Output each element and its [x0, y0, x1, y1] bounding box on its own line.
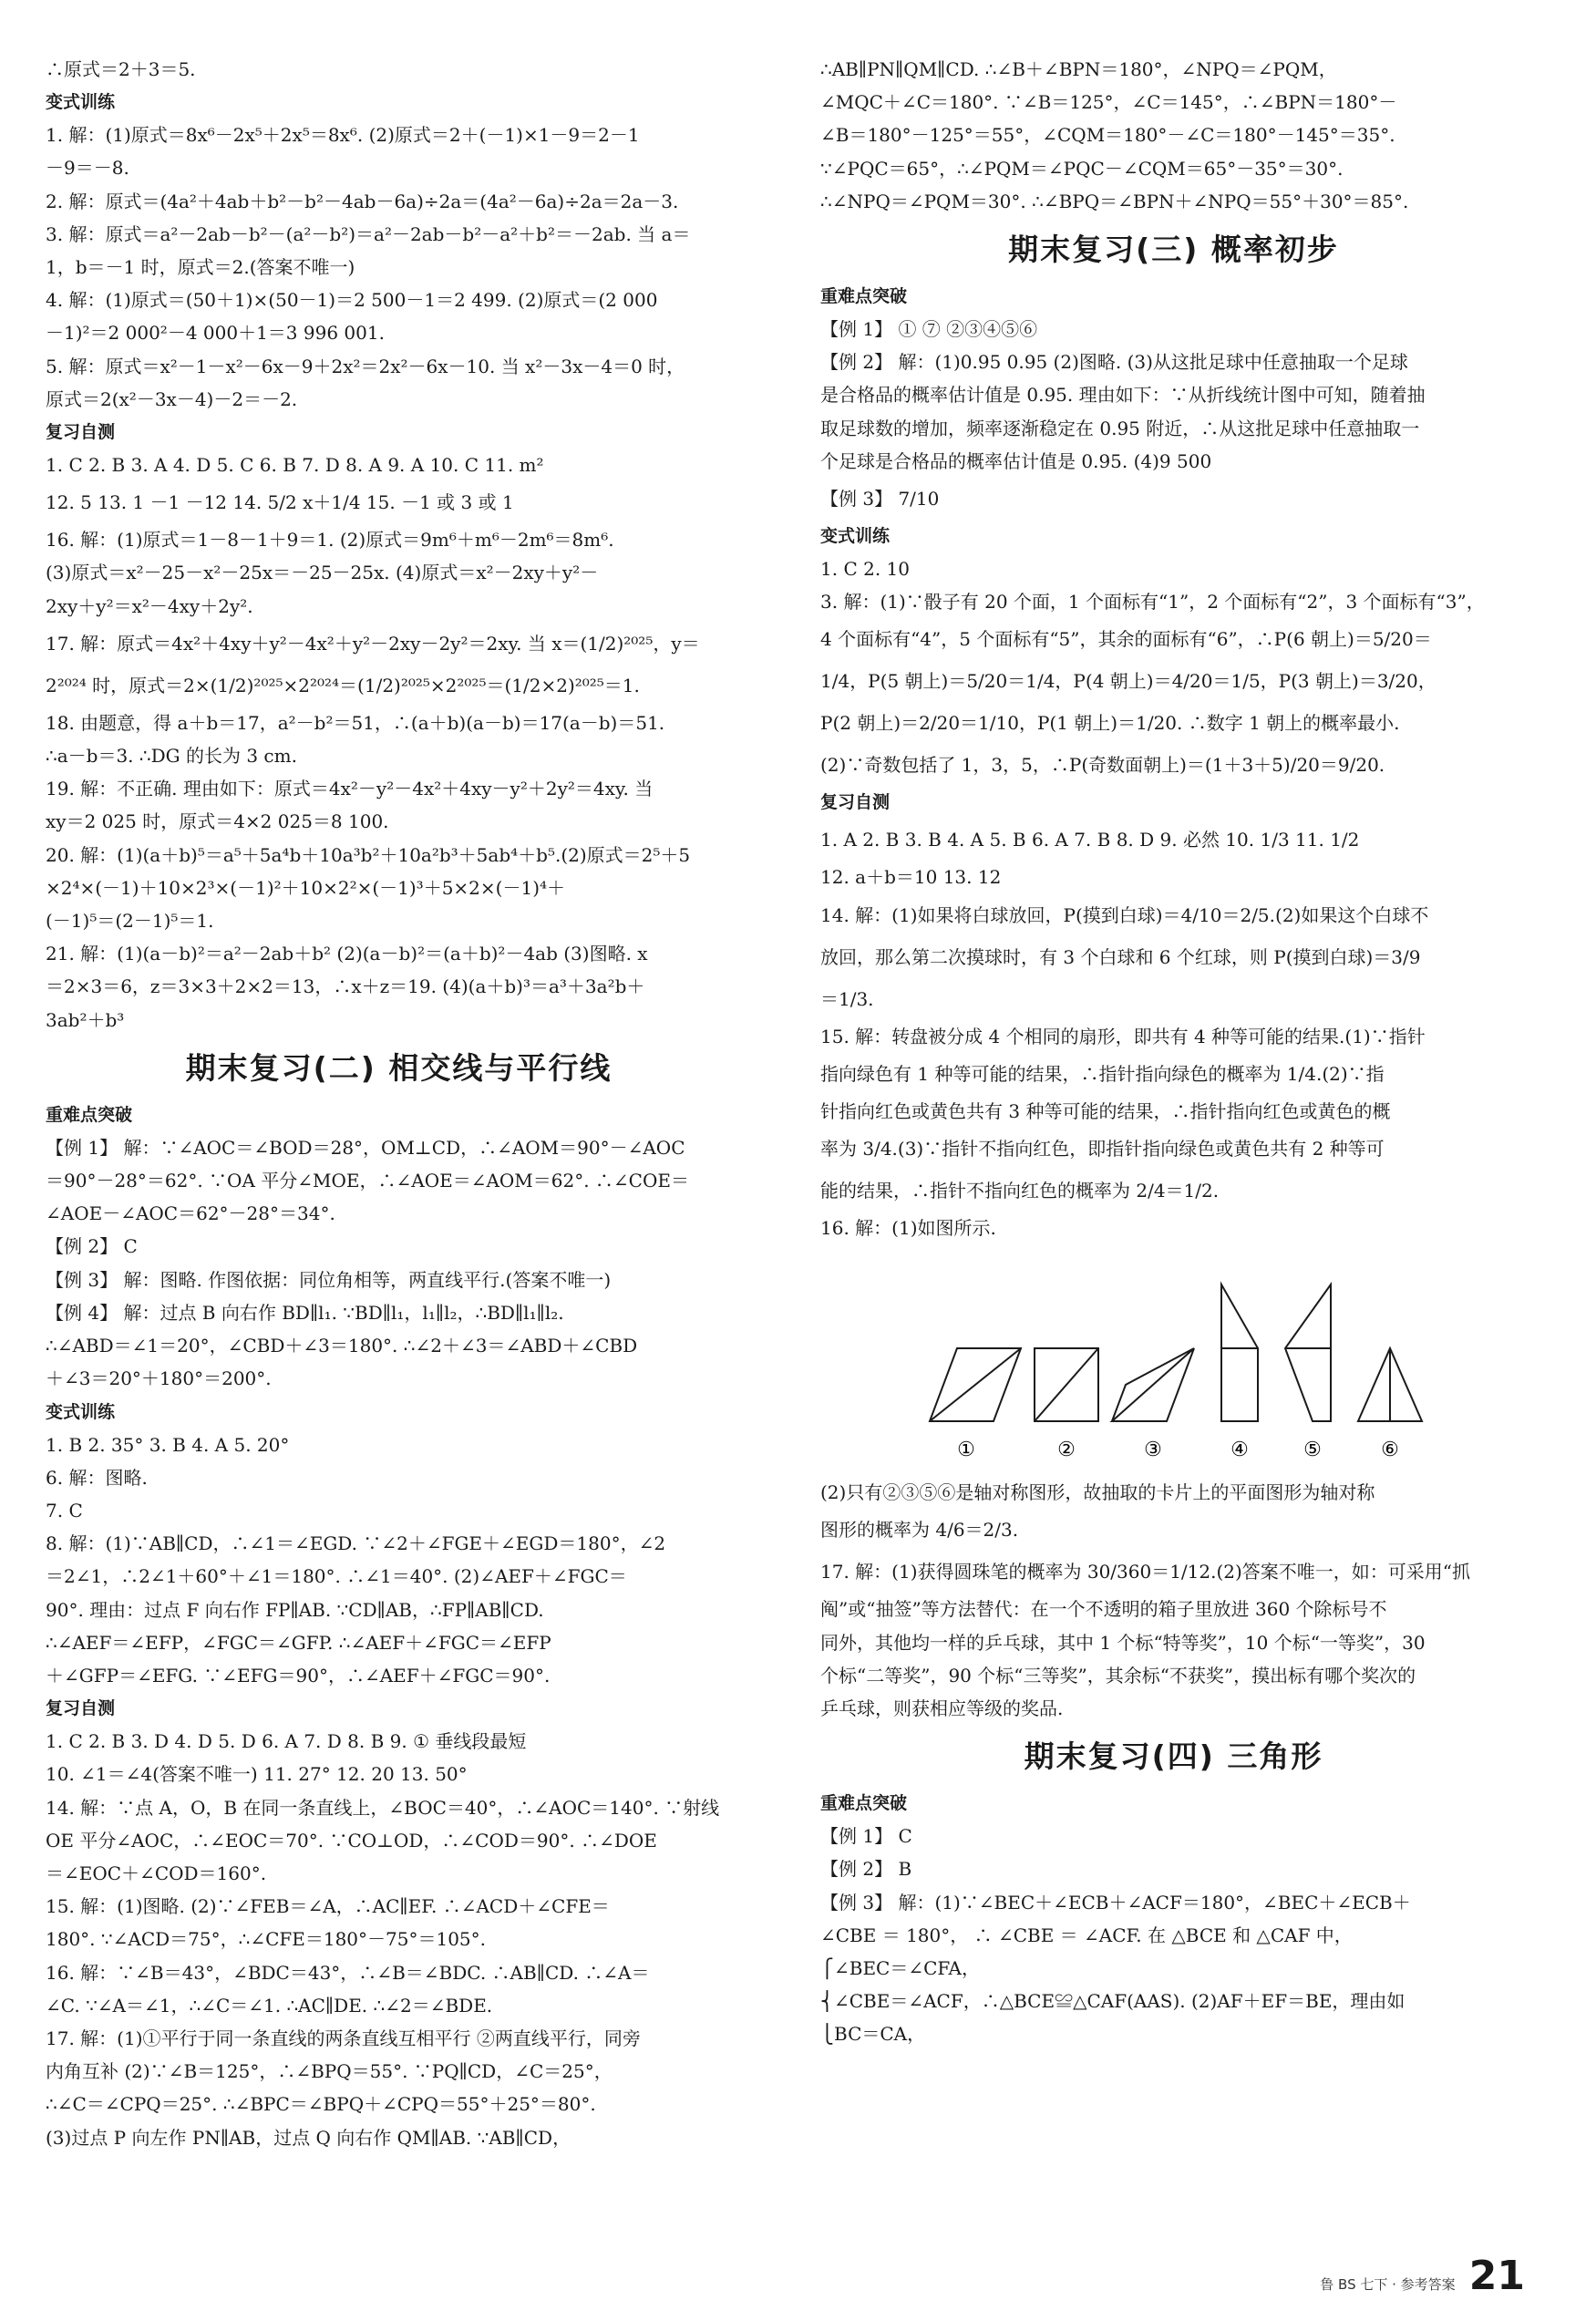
- text-line: 【例 2】 C: [46, 1235, 138, 1258]
- text-line: (3)原式＝x²－25－x²－25x＝－25－25x. (4)原式＝x²－2xy＋y²－: [46, 562, 599, 584]
- text-line: 个足球是合格品的概率估计值是 0.95. (4)9 500: [820, 449, 1212, 472]
- text-line: 1. 解：(1)原式＝8x⁶－2x⁵＋2x⁵＝8x⁶. (2)原式＝2＋(－1)×1－9＝2－1: [46, 124, 640, 147]
- text-line: ∴原式＝2＋3＝5.: [46, 58, 196, 80]
- text-line: 12. 5 13. 1 －1 －12 14. 5/2 x＋1/4 15. －1 或 3 或 1: [46, 491, 514, 514]
- text-line: ∵∠PQC＝65°，∴∠PQM＝∠PQC－∠CQM＝65°－35°＝30°.: [820, 157, 1344, 180]
- text-line: 19. 解：不正确. 理由如下：原式＝4x²－y²－4x²＋4xy－y²＋2y²＝4xy. 当: [46, 778, 654, 800]
- text-line: 3ab²＋b³: [46, 1008, 125, 1031]
- text-line: 阄”或“抽签”等方法替代：在一个不透明的箱子里放进 360 个除标号不: [820, 1598, 1387, 1621]
- text-line: ＋∠GFP＝∠EFG. ∵∠EFG＝90°，∴∠AEF＋∠FGC＝90°.: [46, 1664, 551, 1687]
- subsection-label: 变式训练: [46, 1401, 116, 1422]
- text-line: 6. 解：图略.: [46, 1466, 148, 1489]
- text-line: ＝90°－28°＝62°. ∵OA 平分∠MOE，∴∠AOE＝∠AOM＝62°. ∴∠COE＝: [46, 1170, 689, 1192]
- text-line: ∴AB∥PN∥QM∥CD. ∴∠B＋∠BPN＝180°，∠NPQ＝∠PQM，: [820, 58, 1337, 80]
- text-line: 18. 由题意，得 a＋b＝17，a²－b²＝51，∴(a＋b)(a－b)＝17(a－b)＝51.: [46, 711, 665, 734]
- page-footer: [1320, 2253, 1525, 2299]
- text-line: 率为 3/4.(3)∵指针不指向红色，即指针指向绿色或黄色共有 2 种等可: [820, 1138, 1385, 1160]
- text-line: 【例 1】 解：∵∠AOC＝∠BOD＝28°，OM⊥CD，∴∠AOM＝90°－∠AOC: [46, 1136, 685, 1159]
- text-line: 12. a＋b＝10 13. 12: [820, 866, 1002, 889]
- section-title: 期末复习(三) 概率初步: [1008, 232, 1339, 268]
- text-line: 1. B 2. 35° 3. B 4. A 5. 20°: [46, 1433, 290, 1456]
- text-line: ∴∠C＝∠CPQ＝25°. ∴∠BPC＝∠BPQ＋∠CPQ＝55°＋25°＝80°.: [46, 2093, 596, 2116]
- shape-label-5: ⑤: [1303, 1439, 1322, 1462]
- subsection-label: 复习自测: [820, 792, 891, 813]
- right-column: [820, 53, 1527, 2051]
- text-line: 【例 2】 解：(1)0.95 0.95 (2)图略. (3)从这批足球中任意抽取一个足球: [820, 351, 1408, 374]
- text-line: 2. 解：原式＝(4a²＋4ab＋b²－b²－4ab－6a)÷2a＝(4a²－6a)÷2a＝2a－3.: [46, 190, 679, 212]
- text-line: 【例 3】 解：(1)∵∠BEC＋∠ECB＋∠ACF＝180°，∠BEC＋∠ECB＋: [820, 1891, 1411, 1914]
- subsection-label: 复习自测: [46, 422, 116, 443]
- text-line: ×2⁴×(－1)＋10×2³×(－1)²＋10×2²×(－1)³＋5×2×(－1)⁴＋: [46, 876, 566, 899]
- text-line: ∴∠ABD＝∠1＝20°，∠CBD＋∠3＝180°. ∴∠2＋∠3＝∠ABD＋∠CBD: [46, 1335, 638, 1357]
- text-line: 个标“二等奖”，90 个标“三等奖”，其余标“不获奖”，摸出标有哪个奖次的: [820, 1664, 1416, 1687]
- text-line: ⎨∠CBE＝∠ACF，∴△BCE≌△CAF(AAS). (2)AF＋EF＝BE，理由如: [820, 1990, 1406, 2013]
- text-line: 1. A 2. B 3. B 4. A 5. B 6. A 7. B 8. D 9. 必然 10. 1/3 11. 1/2: [820, 829, 1360, 851]
- text-line: OE 平分∠AOC，∴∠EOC＝70°. ∵CO⊥OD，∴∠COD＝90°. ∴∠DOE: [46, 1829, 657, 1852]
- text-line: (－1)⁵＝(2－1)⁵＝1.: [46, 910, 214, 933]
- text-line: 【例 1】 ① ⑦ ②③④⑤⑥: [820, 318, 1038, 341]
- text-line: ⎩BC＝CA，: [820, 2023, 926, 2046]
- text-line: 14. 解：∵点 A，O，B 在同一条直线上，∠BOC＝40°，∴∠AOC＝140°. ∵射线: [46, 1796, 720, 1819]
- text-line: 3. 解：原式＝a²－2ab－b²－(a²－b²)＝a²－2ab－b²－a²＋b²＝－2ab. 当 a＝: [46, 222, 691, 245]
- text-line: 20. 解：(1)(a＋b)⁵＝a⁵＋5a⁴b＋10a³b²＋10a²b³＋5ab⁴＋b⁵.(2)原式＝2⁵＋5: [46, 843, 691, 866]
- text-line: 2²⁰²⁴ 时，原式＝2×(1/2)²⁰²⁵×2²⁰²⁴＝(1/2)²⁰²⁵×2²⁰²⁵＝(1/2×2)²⁰²⁵＝1.: [46, 674, 640, 696]
- text-line: －1)²＝2 000²－4 000＋1＝3 996 001.: [46, 322, 385, 345]
- text-line: －9＝－8.: [46, 157, 129, 180]
- text-line: 15. 解：转盘被分成 4 个相同的扇形，即共有 4 种等可能的结果.(1)∵指针: [820, 1025, 1426, 1047]
- text-line: 放回，那么第二次摸球时，有 3 个白球和 6 个红球，则 P(摸到白球)＝3/9: [820, 945, 1421, 968]
- text-line: 90°. 理由：过点 F 向右作 FP∥AB. ∵CD∥AB，∴FP∥AB∥CD.: [46, 1598, 544, 1621]
- text-line: 同外，其他均一样的乒乓球，其中 1 个标“特等奖”，10 个标“一等奖”，30: [820, 1631, 1426, 1654]
- text-line: 5. 解：原式＝x²－1－x²－6x－9＋2x²＝2x²－6x－10. 当 x²－3x－4＝0 时，: [46, 355, 685, 377]
- text-line: 4 个面标有“4”，5 个面标有“5”，其余的面标有“6”，∴P(6 朝上)＝5/20＝: [820, 628, 1432, 651]
- text-line: 16. 解：(1)如图所示.: [820, 1217, 996, 1240]
- text-line: 15. 解：(1)图略. (2)∵∠FEB＝∠A，∴AC∥EF. ∴∠ACD＋∠CFE＝: [46, 1895, 610, 1918]
- text-line: ∠C. ∵∠A＝∠1，∴∠C＝∠1. ∴AC∥DE. ∴∠2＝∠BDE.: [46, 1994, 493, 2017]
- section-title: 期末复习(四) 三角形: [1024, 1738, 1323, 1775]
- text-line: (2)只有②③⑤⑥是轴对称图形，故抽取的卡片上的平面图形为轴对称: [820, 1481, 1375, 1504]
- shape-label-3: ③: [1144, 1439, 1162, 1462]
- text-line: (3)过点 P 向左作 PN∥AB，过点 Q 向右作 QM∥AB. ∵AB∥CD，: [46, 2126, 571, 2149]
- footer-label: 鲁 BS 七下 · 参考答案: [1320, 2276, 1456, 2293]
- shape-label-1: ①: [957, 1439, 975, 1462]
- text-line: 16. 解：(1)原式＝1－8－1＋9＝1. (2)原式＝9m⁶＋m⁶－2m⁶＝8m⁶.: [46, 529, 614, 552]
- text-line: 8. 解：(1)∵AB∥CD，∴∠1＝∠EGD. ∵∠2＋∠FGE＋∠EGD＝180°，∠2: [46, 1532, 666, 1555]
- shape-4: [1221, 1284, 1258, 1421]
- text-line: 2xy＋y²＝x²－4xy＋2y².: [46, 594, 253, 617]
- subsection-label: 复习自测: [46, 1698, 116, 1719]
- text-line: 17. 解：(1)获得圆珠笔的概率为 30/360＝1/12.(2)答案不唯一，如：可采用“抓: [820, 1561, 1471, 1583]
- text-line: 指向绿色有 1 种等可能的结果，∴指针指向绿色的概率为 1/4.(2)∵指: [820, 1062, 1385, 1085]
- text-line: 21. 解：(1)(a－b)²＝a²－2ab＋b² (2)(a－b)²＝(a＋b)²－4ab (3)图略. x: [46, 943, 648, 965]
- shape-label-4: ④: [1230, 1439, 1249, 1462]
- text-line: ∠AOE－∠AOC＝62°－28°＝34°.: [46, 1202, 335, 1225]
- text-line: 取足球数的增加，频率逐渐稳定在 0.95 附近，∴从这批足球中任意抽取一: [820, 417, 1420, 439]
- text-line: ＋∠3＝20°＋180°＝200°.: [46, 1367, 272, 1390]
- text-line: 1，b＝－1 时，原式＝2.(答案不唯一): [46, 256, 355, 279]
- text-line: ∠MQC＋∠C＝180°. ∵∠B＝125°，∠C＝145°，∴∠BPN＝180°－: [820, 91, 1397, 114]
- text-line: 1. C 2. B 3. A 4. D 5. C 6. B 7. D 8. A 9. A 10. C 11. m²: [46, 454, 544, 477]
- shape-5: [1285, 1284, 1331, 1421]
- subsection-label: 重难点突破: [820, 1793, 908, 1814]
- page-number: 21: [1468, 2253, 1525, 2299]
- text-line: ＝2∠1，∴2∠1＋60°＋∠1＝180°. ∴∠1＝40°. (2)∠AEF＋∠FGC＝: [46, 1565, 627, 1588]
- text-line: 【例 3】 7/10: [820, 488, 940, 511]
- text-line: 【例 3】 解：图略. 作图依据：同位角相等，两直线平行.(答案不唯一): [46, 1268, 612, 1291]
- text-line: ＝∠EOC＋∠COD＝160°.: [46, 1862, 267, 1884]
- text-line: 能的结果，∴指针不指向红色的概率为 2/4＝1/2.: [820, 1180, 1220, 1202]
- text-line: ∠CBE ＝ 180°， ∴ ∠CBE ＝ ∠ACF. 在 △BCE 和 △CAF 中，: [820, 1924, 1353, 1946]
- text-line: 3. 解：(1)∵骰子有 20 个面，1 个面标有“1”，2 个面标有“2”，3 个面标有“3”，: [820, 591, 1485, 614]
- text-line: 14. 解：(1)如果将白球放回，P(摸到白球)＝4/10＝2/5.(2)如果这个白球不: [820, 903, 1429, 926]
- left-column: [46, 53, 752, 2154]
- text-line: 1/4，P(5 朝上)＝5/20＝1/4，P(4 朝上)＝4/20＝1/5，P(3 朝上)＝3/20，: [820, 670, 1436, 693]
- shape-2: [1035, 1348, 1098, 1421]
- shape-6: [1358, 1348, 1422, 1421]
- text-line: 图形的概率为 4/6＝2/3.: [820, 1519, 1019, 1542]
- text-line: 4. 解：(1)原式＝(50＋1)×(50－1)＝2 500－1＝2 499. (2)原式＝(2 000: [46, 289, 658, 312]
- text-line: xy＝2 025 时，原式＝4×2 025＝8 100.: [46, 810, 389, 833]
- text-line: 7. C: [46, 1499, 83, 1522]
- shape-1: [930, 1348, 1021, 1421]
- text-line: 乒乓球，则获相应等级的奖品.: [820, 1697, 1064, 1720]
- text-line: 针指向红色或黄色共有 3 种等可能的结果，∴指针指向红色或黄色的概: [820, 1099, 1391, 1122]
- text-line: 10. ∠1＝∠4(答案不唯一) 11. 27° 12. 20 13. 50°: [46, 1763, 468, 1786]
- text-line: ∴∠NPQ＝∠PQM＝30°. ∴∠BPQ＝∠BPN＋∠NPQ＝55°＋30°＝85°.: [820, 190, 1409, 212]
- subsection-label: 变式训练: [46, 92, 116, 113]
- shape-label-2: ②: [1057, 1439, 1076, 1462]
- text-line: 原式＝2(x²－3x－4)－2＝－2.: [46, 387, 298, 410]
- text-line: 【例 4】 解：过点 B 向右作 BD∥l₁. ∵BD∥l₁，l₁∥l₂，∴BD∥l₁∥l₂.: [46, 1301, 564, 1324]
- shape-3: [1112, 1348, 1194, 1421]
- text-line: 【例 2】 B: [820, 1858, 912, 1881]
- text-line: 17. 解：(1)①平行于同一条直线的两条直线互相平行 ②两直线平行，同旁: [46, 2027, 641, 2049]
- subsection-label: 重难点突破: [820, 286, 908, 307]
- shapes-figure: [921, 1248, 1486, 1469]
- text-line: ∠B＝180°－125°＝55°，∠CQM＝180°－∠C＝180°－145°＝35°.: [820, 124, 1395, 147]
- text-line: ∴∠AEF＝∠EFP，∠FGC＝∠GFP. ∴∠AEF＋∠FGC＝∠EFP: [46, 1631, 551, 1654]
- text-line: 180°. ∵∠ACD＝75°，∴∠CFE＝180°－75°＝105°.: [46, 1928, 487, 1951]
- text-line: P(2 朝上)＝2/20＝1/10，P(1 朝上)＝1/20. ∴数字 1 朝上的概率最小.: [820, 712, 1400, 735]
- text-line: ∴a－b＝3. ∴DG 的长为 3 cm.: [46, 745, 297, 768]
- subsection-label: 重难点突破: [46, 1104, 133, 1125]
- subsection-label: 变式训练: [820, 526, 891, 547]
- text-line: 17. 解：原式＝4x²＋4xy＋y²－4x²＋y²－2xy－2y²＝2xy. 当 x＝(1/2)²⁰²⁵，y＝: [46, 632, 700, 655]
- text-line: ＝2×3＝6，z＝3×3＋2×2＝13，∴x＋z＝19. (4)(a＋b)³＝a³＋3a²b＋: [46, 975, 645, 998]
- text-line: 1. C 2. 10: [820, 558, 910, 581]
- section-title: 期末复习(二) 相交线与平行线: [185, 1049, 613, 1086]
- text-line: ⎧∠BEC＝∠CFA，: [820, 1957, 980, 1980]
- shape-label-6: ⑥: [1381, 1439, 1399, 1462]
- text-line: 1. C 2. B 3. D 4. D 5. D 6. A 7. D 8. B 9. ① 垂线段最短: [46, 1730, 527, 1753]
- text-line: 【例 1】 C: [820, 1825, 912, 1848]
- text-line: 内角互补 (2)∵∠B＝125°，∴∠BPQ＝55°. ∵PQ∥CD，∠C＝25°，: [46, 2060, 613, 2083]
- text-line: 是合格品的概率估计值是 0.95. 理由如下：∵从折线统计图中可知，随着抽: [820, 384, 1426, 407]
- text-line: ＝1/3.: [820, 987, 874, 1010]
- text-line: (2)∵奇数包括了 1，3，5，∴P(奇数面朝上)＝(1＋3＋5)/20＝9/20.: [820, 754, 1385, 777]
- text-line: 16. 解：∵∠B＝43°，∠BDC＝43°，∴∠B＝∠BDC. ∴AB∥CD. ∴∠A＝: [46, 1961, 650, 1984]
